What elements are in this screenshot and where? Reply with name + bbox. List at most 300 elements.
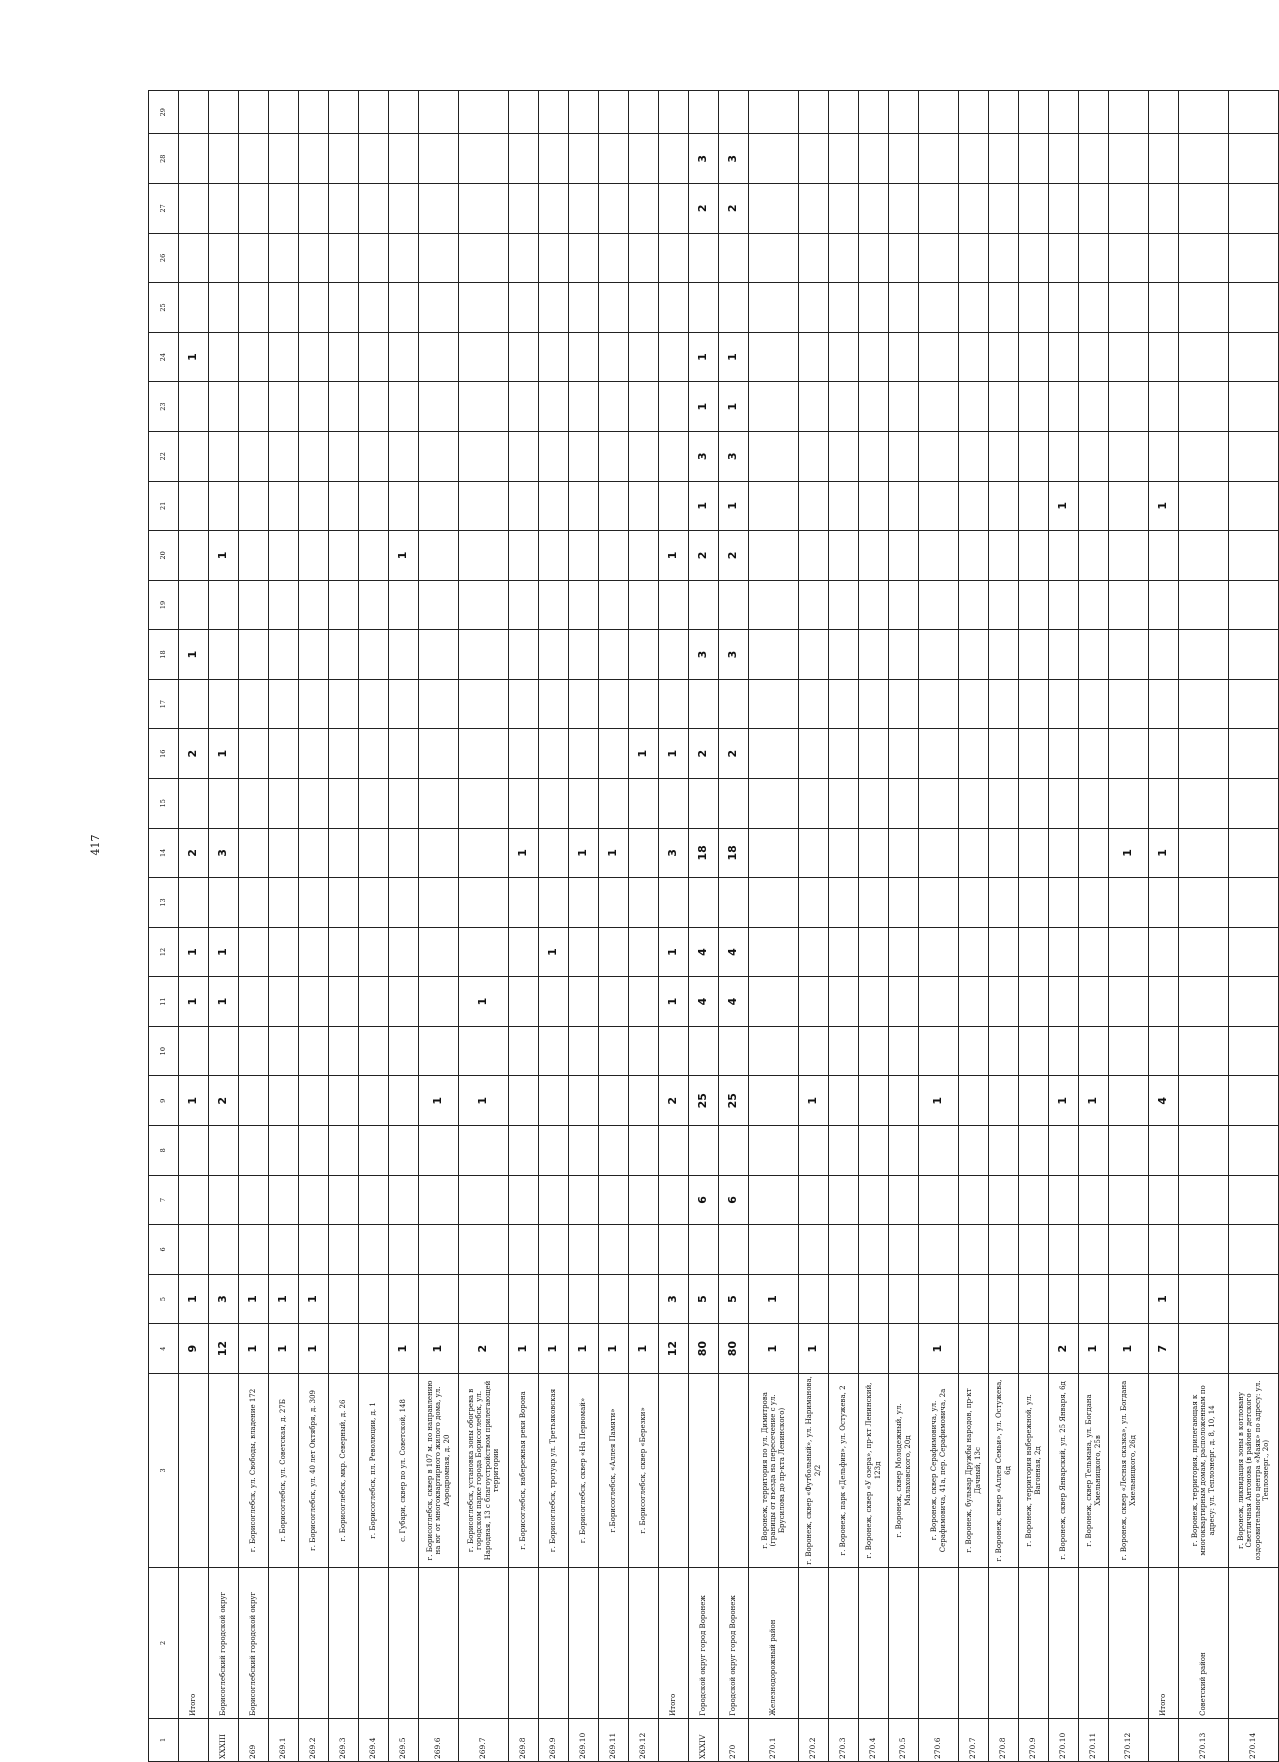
value-cell: [179, 431, 209, 481]
value-cell: [1149, 1175, 1179, 1225]
object-address: г. Борисоглебск, ул. Свободы, владение 172: [239, 1373, 269, 1567]
value-cell: [889, 1076, 919, 1126]
value-cell: 18: [719, 828, 749, 878]
value-cell: [329, 531, 359, 581]
value-cell: [509, 184, 539, 234]
value-cell: [539, 431, 569, 481]
value-cell: [239, 729, 269, 779]
value-cell: [1179, 481, 1229, 531]
value-cell: [1179, 134, 1229, 184]
value-cell: [889, 778, 919, 828]
value-cell: [419, 679, 459, 729]
value-cell: [299, 531, 329, 581]
value-cell: [269, 977, 299, 1027]
value-cell: [239, 283, 269, 333]
value-cell: [749, 184, 799, 234]
value-cell: [799, 828, 829, 878]
table-row: [359, 91, 389, 1762]
value-cell: [329, 382, 359, 432]
value-cell: [1149, 729, 1179, 779]
value-cell: [239, 531, 269, 581]
value-cell: [269, 1076, 299, 1126]
row-number: 270.11: [1079, 1718, 1109, 1761]
value-cell: [749, 382, 799, 432]
value-cell: [329, 1225, 359, 1275]
value-cell: [1019, 332, 1049, 382]
value-cell: [299, 679, 329, 729]
value-cell: [419, 531, 459, 581]
value-cell: [889, 1274, 919, 1324]
value-cell: [599, 184, 629, 234]
value-cell: [389, 729, 419, 779]
value-cell: [1049, 134, 1079, 184]
value-cell: 1: [509, 828, 539, 878]
value-cell: [1109, 531, 1149, 581]
value-cell: [459, 1274, 509, 1324]
row-number: XXXIII: [209, 1718, 239, 1761]
value-cell: 2: [179, 729, 209, 779]
value-cell: [1019, 1274, 1049, 1324]
value-cell: [629, 431, 659, 481]
municipality-name: [1079, 1567, 1109, 1718]
value-cell: [599, 878, 629, 928]
column-header: 17: [149, 679, 179, 729]
value-cell: [1049, 332, 1079, 382]
value-cell: [959, 382, 989, 432]
value-cell: [1149, 91, 1179, 134]
value-cell: [359, 1076, 389, 1126]
value-cell: [419, 431, 459, 481]
value-cell: [1179, 1076, 1229, 1126]
value-cell: [1149, 878, 1179, 928]
value-cell: [209, 630, 239, 680]
value-cell: [919, 729, 959, 779]
value-cell: [1079, 1274, 1109, 1324]
value-cell: [329, 878, 359, 928]
value-cell: [1019, 679, 1049, 729]
value-cell: [959, 1026, 989, 1076]
object-address: г. Воронеж, сквер «Аллея Семьи», ул. Остужева, 6д: [989, 1373, 1019, 1567]
object-address: г. Воронеж, сквер Январский, ул. 25 Января, 6д: [1049, 1373, 1079, 1567]
value-cell: [919, 382, 959, 432]
value-cell: 1: [299, 1324, 329, 1374]
object-address: [1149, 1373, 1179, 1567]
value-cell: [389, 91, 419, 134]
value-cell: [569, 778, 599, 828]
value-cell: 1: [209, 927, 239, 977]
value-cell: [919, 977, 959, 1027]
value-cell: [799, 184, 829, 234]
column-header: 3: [149, 1373, 179, 1567]
value-cell: [689, 679, 719, 729]
value-cell: [569, 1175, 599, 1225]
value-cell: [989, 91, 1019, 134]
value-cell: [1109, 1126, 1149, 1176]
value-cell: [749, 91, 799, 134]
object-address: г. Воронеж, парк «Дельфин», ул. Остужева, 2: [829, 1373, 859, 1567]
value-cell: [1019, 729, 1049, 779]
object-address: г. Борисоглебск, тротуар ул. Третьяковская: [539, 1373, 569, 1567]
municipality-name: [989, 1567, 1019, 1718]
table-body: [149, 91, 1279, 1762]
value-cell: [989, 729, 1019, 779]
value-cell: [329, 828, 359, 878]
value-cell: [1049, 1126, 1079, 1176]
value-cell: [1179, 1274, 1229, 1324]
value-cell: [859, 233, 889, 283]
column-header: 12: [149, 927, 179, 977]
value-cell: 1: [239, 1324, 269, 1374]
value-cell: [629, 630, 659, 680]
value-cell: [799, 531, 829, 581]
value-cell: [749, 283, 799, 333]
value-cell: [749, 630, 799, 680]
value-cell: [829, 778, 859, 828]
value-cell: [269, 531, 299, 581]
value-cell: [919, 1175, 959, 1225]
value-cell: 1: [689, 332, 719, 382]
value-cell: [269, 878, 299, 928]
row-number: 270: [719, 1718, 749, 1761]
value-cell: 1: [1049, 1076, 1079, 1126]
value-cell: [299, 630, 329, 680]
value-cell: [1079, 977, 1109, 1027]
municipality-name: [299, 1567, 329, 1718]
value-cell: [799, 679, 829, 729]
value-cell: [239, 580, 269, 630]
value-cell: [959, 91, 989, 134]
value-cell: [829, 1274, 859, 1324]
value-cell: [989, 184, 1019, 234]
value-cell: [989, 1175, 1019, 1225]
value-cell: [419, 184, 459, 234]
value-cell: [269, 134, 299, 184]
value-cell: [829, 729, 859, 779]
value-cell: [1179, 1175, 1229, 1225]
row-number: [659, 1718, 689, 1761]
value-cell: [829, 1026, 859, 1076]
municipality-name: [419, 1567, 459, 1718]
value-cell: [459, 431, 509, 481]
value-cell: [859, 630, 889, 680]
value-cell: [599, 283, 629, 333]
column-header: 6: [149, 1225, 179, 1275]
column-header: 27: [149, 184, 179, 234]
value-cell: [359, 1324, 389, 1374]
value-cell: [459, 1225, 509, 1275]
value-cell: [599, 332, 629, 382]
value-cell: [509, 233, 539, 283]
value-cell: [599, 91, 629, 134]
value-cell: [209, 1026, 239, 1076]
value-cell: [539, 91, 569, 134]
value-cell: 1: [389, 1324, 419, 1374]
value-cell: [299, 1225, 329, 1275]
value-cell: [689, 1225, 719, 1275]
value-cell: 1: [749, 1324, 799, 1374]
value-cell: [959, 1126, 989, 1176]
value-cell: [1109, 134, 1149, 184]
value-cell: [1049, 283, 1079, 333]
value-cell: [889, 382, 919, 432]
value-cell: [329, 332, 359, 382]
table-row: [509, 91, 539, 1762]
row-number: 270.13: [1179, 1718, 1229, 1761]
value-cell: [889, 283, 919, 333]
value-cell: 2: [719, 531, 749, 581]
value-cell: [1019, 977, 1049, 1027]
value-cell: [829, 1324, 859, 1374]
value-cell: [829, 134, 859, 184]
value-cell: [269, 580, 299, 630]
row-number: 270.12: [1109, 1718, 1149, 1761]
value-cell: [919, 134, 959, 184]
value-cell: [659, 1175, 689, 1225]
value-cell: 80: [689, 1324, 719, 1374]
value-cell: [829, 977, 859, 1027]
municipality-name: [599, 1567, 629, 1718]
value-cell: [889, 184, 919, 234]
value-cell: [989, 283, 1019, 333]
value-cell: [179, 1026, 209, 1076]
value-cell: [1229, 382, 1279, 432]
value-cell: [1049, 927, 1079, 977]
value-cell: [1019, 580, 1049, 630]
table-row: [419, 91, 459, 1762]
value-cell: [659, 630, 689, 680]
value-cell: [1109, 778, 1149, 828]
value-cell: [569, 679, 599, 729]
value-cell: [539, 283, 569, 333]
row-number: 270.9: [1019, 1718, 1049, 1761]
table-row: [799, 91, 829, 1762]
value-cell: [889, 134, 919, 184]
value-cell: [459, 91, 509, 134]
value-cell: [719, 91, 749, 134]
municipality-name: [829, 1567, 859, 1718]
value-cell: [629, 878, 659, 928]
value-cell: [859, 878, 889, 928]
value-cell: [359, 91, 389, 134]
value-cell: [859, 283, 889, 333]
object-address: г. Борисоглебск, сквер «Березки»: [629, 1373, 659, 1567]
value-cell: [269, 630, 299, 680]
value-cell: [629, 927, 659, 977]
value-cell: [1109, 729, 1149, 779]
value-cell: [569, 630, 599, 680]
value-cell: [1149, 1026, 1179, 1076]
value-cell: [329, 1175, 359, 1225]
value-cell: 1: [179, 977, 209, 1027]
object-address: г. Борисоглебск, мкр. Северный, д. 26: [329, 1373, 359, 1567]
value-cell: [989, 431, 1019, 481]
value-cell: [829, 233, 859, 283]
value-cell: [539, 580, 569, 630]
table-row: [859, 91, 889, 1762]
value-cell: 1: [719, 332, 749, 382]
value-cell: [799, 1175, 829, 1225]
value-cell: [959, 531, 989, 581]
value-cell: 1: [1109, 828, 1149, 878]
value-cell: [859, 778, 889, 828]
value-cell: [919, 778, 959, 828]
value-cell: [1079, 778, 1109, 828]
value-cell: [859, 1274, 889, 1324]
value-cell: [1079, 184, 1109, 234]
value-cell: [1149, 283, 1179, 333]
value-cell: [1229, 778, 1279, 828]
value-cell: [389, 332, 419, 382]
value-cell: [919, 184, 959, 234]
municipality-name: [329, 1567, 359, 1718]
value-cell: [299, 1175, 329, 1225]
value-cell: [689, 91, 719, 134]
value-cell: [749, 332, 799, 382]
value-cell: [1109, 382, 1149, 432]
value-cell: [1079, 630, 1109, 680]
value-cell: [659, 1126, 689, 1176]
value-cell: [359, 134, 389, 184]
value-cell: [959, 1076, 989, 1126]
value-cell: 1: [179, 927, 209, 977]
value-cell: [329, 283, 359, 333]
value-cell: [629, 977, 659, 1027]
value-cell: [239, 332, 269, 382]
value-cell: [829, 630, 859, 680]
value-cell: [359, 184, 389, 234]
object-address: [659, 1373, 689, 1567]
value-cell: [239, 184, 269, 234]
value-cell: 6: [689, 1175, 719, 1225]
value-cell: [1179, 778, 1229, 828]
municipality-name: [799, 1567, 829, 1718]
value-cell: [329, 184, 359, 234]
value-cell: [829, 431, 859, 481]
value-cell: [859, 1026, 889, 1076]
value-cell: [569, 283, 599, 333]
municipality-name: [629, 1567, 659, 1718]
data-table: [148, 90, 1279, 1762]
value-cell: [299, 729, 329, 779]
value-cell: [359, 828, 389, 878]
value-cell: [859, 531, 889, 581]
value-cell: [1179, 531, 1229, 581]
value-cell: [889, 1324, 919, 1374]
value-cell: [1179, 977, 1229, 1027]
value-cell: 1: [659, 729, 689, 779]
value-cell: [859, 1324, 889, 1374]
value-cell: [329, 580, 359, 630]
value-cell: [799, 431, 829, 481]
value-cell: [659, 778, 689, 828]
column-header: 4: [149, 1324, 179, 1374]
value-cell: 1: [1149, 481, 1179, 531]
value-cell: [359, 580, 389, 630]
value-cell: 2: [209, 1076, 239, 1126]
value-cell: [209, 382, 239, 432]
value-cell: [919, 431, 959, 481]
value-cell: [299, 927, 329, 977]
value-cell: [1229, 1026, 1279, 1076]
value-cell: 1: [749, 1274, 799, 1324]
value-cell: [539, 233, 569, 283]
value-cell: [179, 382, 209, 432]
value-cell: 3: [689, 134, 719, 184]
row-number: 269.3: [329, 1718, 359, 1761]
value-cell: [269, 91, 299, 134]
value-cell: [569, 91, 599, 134]
value-cell: [799, 1026, 829, 1076]
value-cell: [1109, 1225, 1149, 1275]
value-cell: [659, 431, 689, 481]
value-cell: [889, 431, 919, 481]
value-cell: [269, 283, 299, 333]
value-cell: [179, 91, 209, 134]
value-cell: 4: [719, 927, 749, 977]
value-cell: [859, 481, 889, 531]
value-cell: [509, 481, 539, 531]
value-cell: [629, 283, 659, 333]
value-cell: [239, 481, 269, 531]
value-cell: [659, 283, 689, 333]
value-cell: [919, 481, 959, 531]
value-cell: [1109, 580, 1149, 630]
value-cell: 1: [269, 1274, 299, 1324]
value-cell: [509, 580, 539, 630]
value-cell: [859, 91, 889, 134]
value-cell: [239, 878, 269, 928]
value-cell: [1049, 679, 1079, 729]
value-cell: [459, 1175, 509, 1225]
value-cell: [859, 332, 889, 382]
value-cell: [799, 580, 829, 630]
value-cell: [889, 977, 919, 1027]
value-cell: [859, 580, 889, 630]
value-cell: [1149, 580, 1179, 630]
value-cell: [599, 233, 629, 283]
value-cell: [509, 630, 539, 680]
municipality-name: [859, 1567, 889, 1718]
value-cell: [239, 927, 269, 977]
value-cell: [209, 283, 239, 333]
value-cell: [1179, 1324, 1229, 1374]
value-cell: 1: [1079, 1076, 1109, 1126]
value-cell: [1049, 1026, 1079, 1076]
object-address: [179, 1373, 209, 1567]
value-cell: [1079, 878, 1109, 928]
value-cell: [1229, 679, 1279, 729]
value-cell: [269, 332, 299, 382]
object-address: г. Воронеж, бульвар Дружбы народов, пр-кт Дачный, 13с: [959, 1373, 989, 1567]
value-cell: [919, 233, 959, 283]
value-cell: [1229, 878, 1279, 928]
value-cell: [459, 778, 509, 828]
value-cell: [389, 233, 419, 283]
value-cell: [689, 580, 719, 630]
value-cell: [459, 679, 509, 729]
value-cell: 1: [689, 481, 719, 531]
value-cell: 3: [719, 431, 749, 481]
value-cell: [1019, 184, 1049, 234]
column-header: 10: [149, 1026, 179, 1076]
value-cell: [859, 184, 889, 234]
value-cell: [959, 580, 989, 630]
value-cell: [569, 927, 599, 977]
row-number: 269.8: [509, 1718, 539, 1761]
value-cell: [179, 283, 209, 333]
value-cell: [329, 134, 359, 184]
value-cell: [599, 927, 629, 977]
